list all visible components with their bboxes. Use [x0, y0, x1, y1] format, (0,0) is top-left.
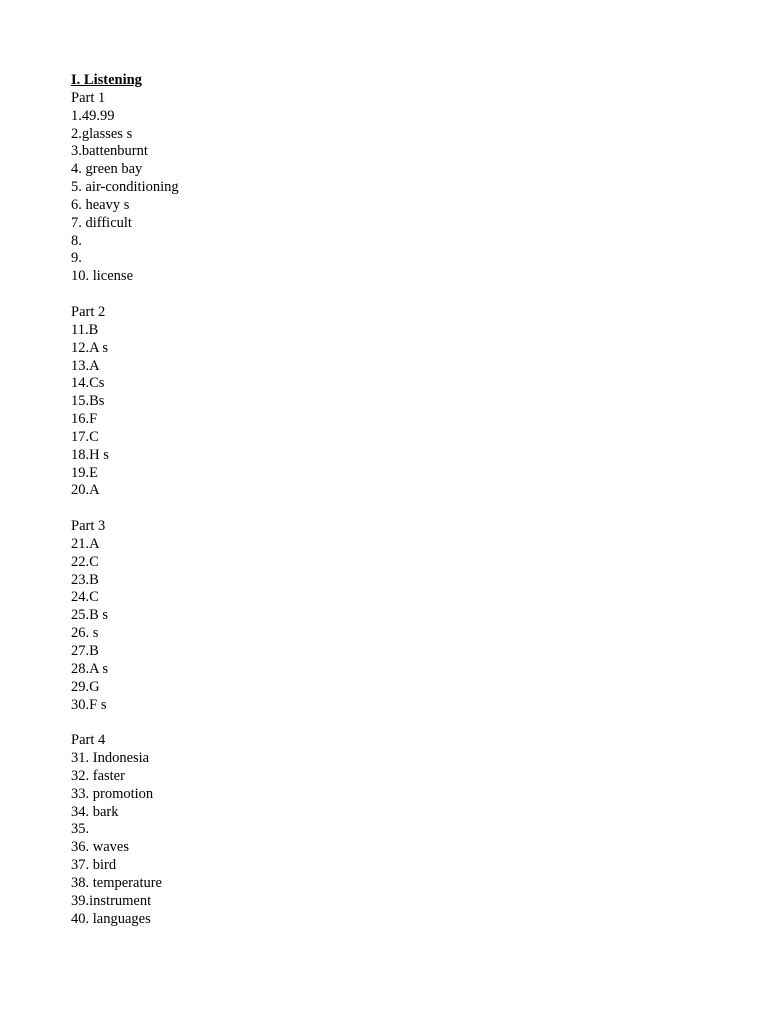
answer-item: 21.A	[71, 535, 100, 552]
answer-item: 25.B s	[71, 607, 109, 624]
part-title: Part 3	[71, 518, 106, 535]
answer-item: 29.G	[71, 678, 100, 695]
answer-item: 37. bird	[71, 857, 117, 874]
answer-item: 40. languages	[71, 910, 151, 927]
answer-section	[71, 90, 711, 304]
part-title: Part 4	[71, 732, 106, 749]
answer-item: 22.C	[71, 553, 99, 570]
answer-item: 19.E	[71, 464, 98, 481]
answer-item: 26. s	[71, 625, 99, 642]
answer-item: 8.	[71, 232, 82, 249]
answer-item: 36. waves	[71, 839, 129, 856]
answer-item: 18.H s	[71, 446, 109, 463]
answer-item: 16.F	[71, 411, 98, 428]
answer-item: 11.B	[71, 321, 99, 338]
answer-item: 20.A	[71, 482, 100, 499]
section-spacer	[71, 500, 711, 518]
part-title: Part 2	[71, 303, 106, 320]
answer-item: 34. bark	[71, 803, 119, 820]
answer-item: 9.	[71, 250, 82, 267]
answer-item: 33. promotion	[71, 785, 154, 802]
answer-item: 31. Indonesia	[71, 750, 150, 767]
answer-item: 13.A	[71, 357, 100, 374]
answer-item: 1.49.99	[71, 107, 115, 124]
answer-item: 4. green bay	[71, 161, 143, 178]
answer-item: 30.F s	[71, 696, 107, 713]
answer-section	[71, 304, 711, 518]
answer-item: 3.battenburnt	[71, 143, 148, 160]
section-spacer	[71, 714, 711, 732]
answer-item: 6. heavy s	[71, 196, 130, 213]
answer-item: 39.instrument	[71, 892, 152, 909]
answer-item: 17.C	[71, 428, 99, 445]
answer-item: 38. temperature	[71, 874, 162, 891]
answer-item: 24.C	[71, 589, 99, 606]
answer-item: 10. license	[71, 268, 134, 285]
answer-item: 23.B	[71, 571, 99, 588]
answer-item: 27.B	[71, 643, 99, 659]
answer-item: 12.A s	[71, 339, 109, 356]
answer-item: 35.	[71, 821, 90, 838]
answer-item: 5. air-conditioning	[71, 179, 179, 196]
section-spacer	[71, 286, 711, 304]
answer-item: 15.Bs	[71, 393, 105, 410]
answer-sections	[71, 90, 711, 929]
answer-item: 28.A s	[71, 660, 109, 677]
answer-item: 2.glasses s	[71, 125, 133, 142]
document-page	[71, 72, 711, 929]
part-title: Part 1	[71, 89, 106, 106]
answer-item: 7. difficult	[71, 214, 132, 231]
answer-section	[71, 732, 711, 928]
answer-section	[71, 518, 711, 732]
answer-item: 32. faster	[71, 767, 125, 784]
section-heading: I. Listening	[71, 72, 142, 88]
answer-item: 14.Cs	[71, 375, 105, 392]
